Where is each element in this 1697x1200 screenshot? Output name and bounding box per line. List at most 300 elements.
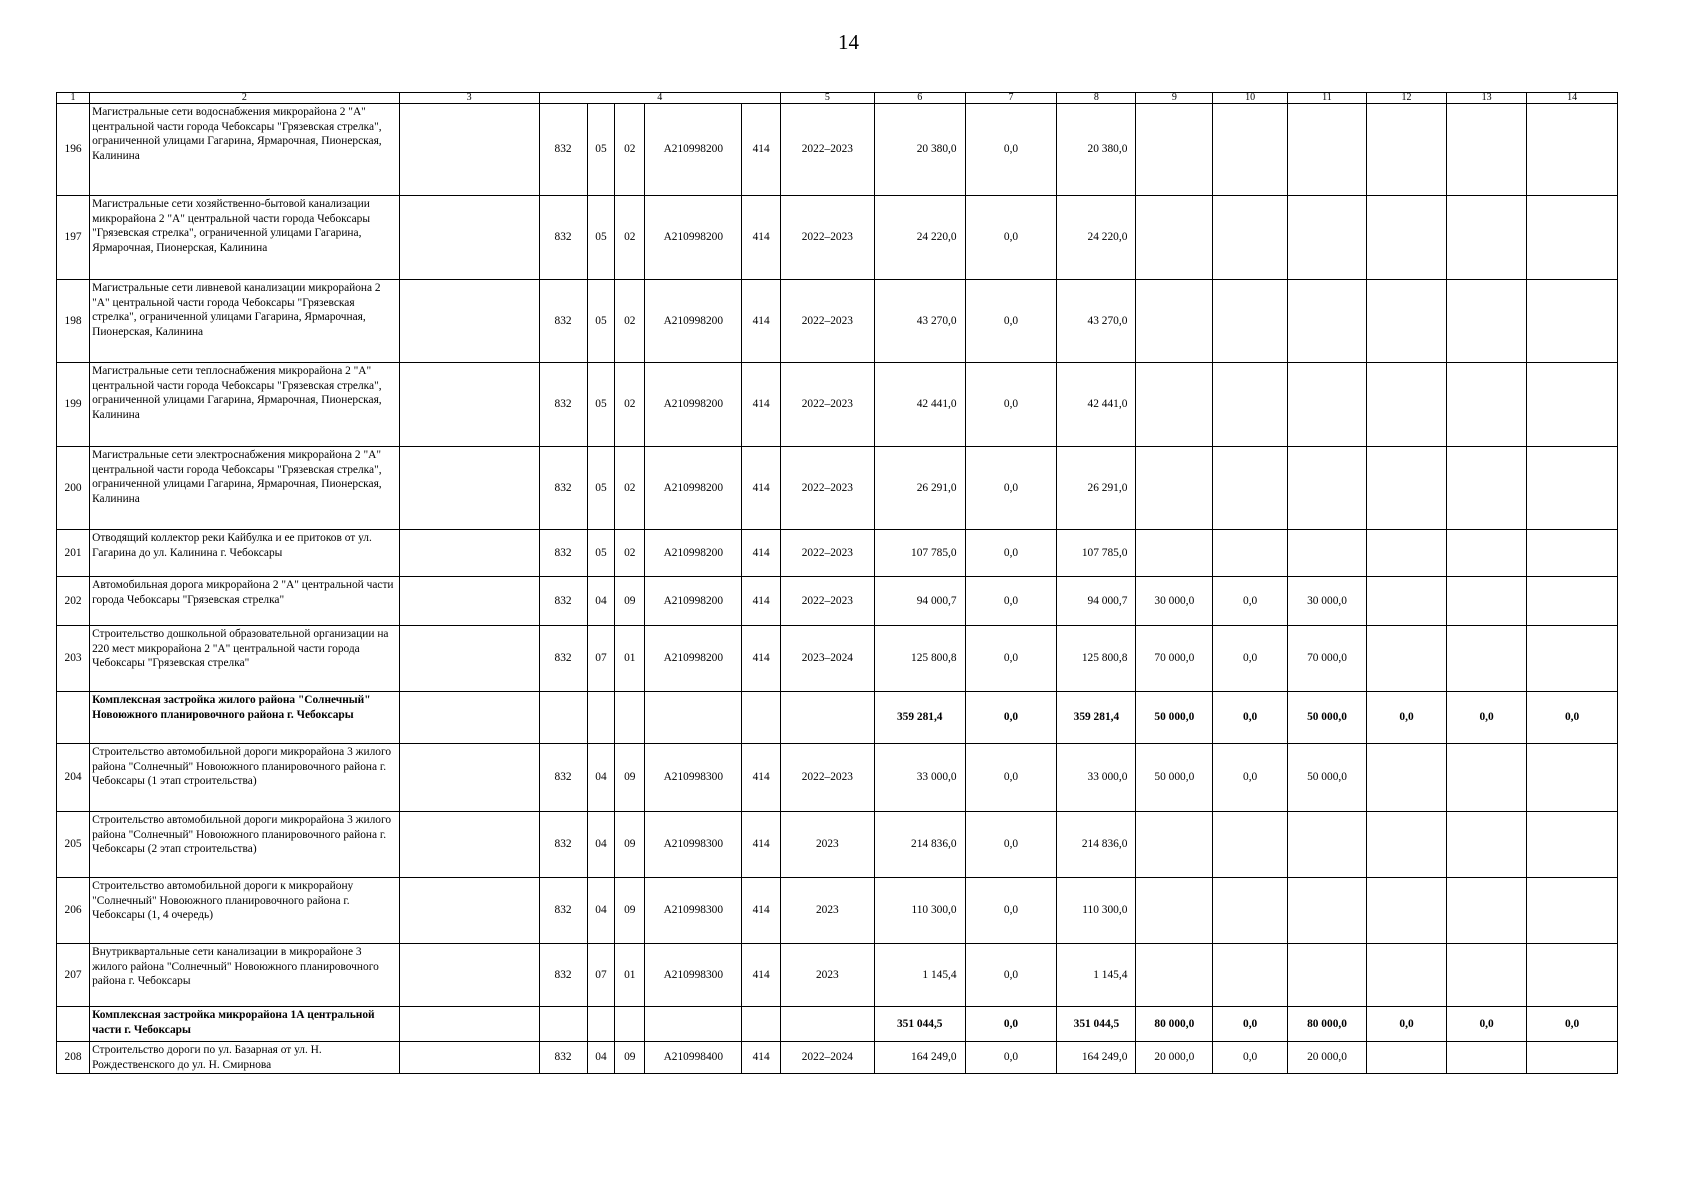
col14-amount: [1527, 812, 1618, 878]
table-row: [57, 744, 1618, 812]
col7-amount: 0,0: [965, 196, 1057, 280]
col6-amount: 351 044,5: [874, 1007, 965, 1042]
col10-amount: [1213, 196, 1288, 280]
section-code: 04: [587, 744, 615, 812]
target-article-code: А210998200: [645, 530, 742, 577]
col12-amount: [1367, 577, 1447, 626]
grbs-code: 832: [539, 944, 587, 1007]
grbs-code: 832: [539, 878, 587, 944]
col3-cell: [399, 1007, 539, 1042]
col6-amount: 1 145,4: [874, 944, 965, 1007]
col11-amount: 50 000,0: [1288, 692, 1367, 744]
grbs-code: 832: [539, 530, 587, 577]
section-code: 05: [587, 363, 615, 447]
col13-amount: [1447, 626, 1527, 692]
col13-amount: [1447, 104, 1527, 196]
grbs-code: 832: [539, 744, 587, 812]
table-row: [57, 626, 1618, 692]
col7-amount: 0,0: [965, 104, 1057, 196]
col14-amount: [1527, 196, 1618, 280]
target-article-code: [645, 692, 742, 744]
row-number: 196: [57, 104, 90, 196]
row-number: 197: [57, 196, 90, 280]
col9-amount: 70 000,0: [1136, 626, 1213, 692]
subsection-code: 09: [615, 878, 645, 944]
grbs-code: 832: [539, 196, 587, 280]
col8-amount: 24 220,0: [1057, 196, 1136, 280]
subsection-code: 02: [615, 530, 645, 577]
row-name: Магистральные сети водоснабжения микрорайона 2 "А" центральной части города Чебоксары "Грязевская стрелка", ограниченной улицами Гагарина, Ярмарочная, Пионерская, Калинина: [90, 104, 400, 196]
col11-amount: 50 000,0: [1288, 744, 1367, 812]
implementation-period: 2022–2023: [780, 280, 874, 363]
row-name: Магистральные сети электроснабжения микрорайона 2 "А" центральной части города Чебоксары "Грязевская стрелка", ограниченной улицами Гагарина, Ярмарочная, Пионерская, Калинина: [90, 447, 400, 530]
implementation-period: 2022–2023: [780, 196, 874, 280]
col6-amount: 110 300,0: [874, 878, 965, 944]
col14-amount: [1527, 626, 1618, 692]
col-header-11: 11: [1288, 93, 1367, 104]
col13-amount: [1447, 878, 1527, 944]
subsection-code: 02: [615, 363, 645, 447]
group-row: [57, 1007, 1618, 1042]
table-row: [57, 944, 1618, 1007]
expense-type-code: 414: [742, 744, 781, 812]
col-header-5: 5: [780, 93, 874, 104]
col9-amount: 20 000,0: [1136, 1042, 1213, 1074]
row-name: Магистральные сети теплоснабжения микрорайона 2 "А" центральной части города Чебоксары "Грязевская стрелка", ограниченной улицами Гагарина, Ярмарочная, Пионерская, Калинина: [90, 363, 400, 447]
col13-amount: [1447, 577, 1527, 626]
col6-amount: 24 220,0: [874, 196, 965, 280]
col8-amount: 33 000,0: [1057, 744, 1136, 812]
col8-amount: 42 441,0: [1057, 363, 1136, 447]
section-code: [587, 1007, 615, 1042]
implementation-period: 2023: [780, 878, 874, 944]
col3-cell: [399, 944, 539, 1007]
col11-amount: [1288, 104, 1367, 196]
implementation-period: [780, 1007, 874, 1042]
row-name: Строительство автомобильной дороги микрорайона 3 жилого района "Солнечный" Новоюжного планировочного района г. Чебоксары (1 этап строительства): [90, 744, 400, 812]
row-number: 208: [57, 1042, 90, 1074]
expense-type-code: 414: [742, 104, 781, 196]
col-header-1: 1: [57, 93, 90, 104]
row-name: Комплексная застройка микрорайона 1А центральной части г. Чебоксары: [90, 1007, 400, 1042]
col8-amount: 164 249,0: [1057, 1042, 1136, 1074]
col-header-9: 9: [1136, 93, 1213, 104]
target-article-code: А210998200: [645, 280, 742, 363]
expense-type-code: 414: [742, 626, 781, 692]
table-row: [57, 104, 1618, 196]
page-number: 14: [838, 30, 859, 54]
row-name: Отводящий коллектор реки Кайбулка и ее притоков от ул. Гагарина до ул. Калинина г. Чебоксары: [90, 530, 400, 577]
expense-type-code: 414: [742, 812, 781, 878]
expense-type-code: 414: [742, 577, 781, 626]
col9-amount: [1136, 280, 1213, 363]
expense-type-code: 414: [742, 363, 781, 447]
col-header-3: 3: [399, 93, 539, 104]
row-number: [57, 1007, 90, 1042]
col12-amount: [1367, 626, 1447, 692]
col6-amount: 359 281,4: [874, 692, 965, 744]
col6-amount: 42 441,0: [874, 363, 965, 447]
row-number: 199: [57, 363, 90, 447]
target-article-code: А210998300: [645, 744, 742, 812]
table-row: [57, 878, 1618, 944]
implementation-period: 2023: [780, 812, 874, 878]
implementation-period: 2022–2023: [780, 577, 874, 626]
col14-amount: [1527, 363, 1618, 447]
grbs-code: 832: [539, 577, 587, 626]
col14-amount: 0,0: [1527, 692, 1618, 744]
col3-cell: [399, 692, 539, 744]
col7-amount: 0,0: [965, 577, 1057, 626]
subsection-code: 09: [615, 744, 645, 812]
col6-amount: 43 270,0: [874, 280, 965, 363]
target-article-code: А210998200: [645, 363, 742, 447]
col7-amount: 0,0: [965, 626, 1057, 692]
section-code: 05: [587, 530, 615, 577]
col10-amount: [1213, 363, 1288, 447]
col8-amount: 110 300,0: [1057, 878, 1136, 944]
row-number: 198: [57, 280, 90, 363]
row-name: Автомобильная дорога микрорайона 2 "А" центральной части города Чебоксары "Грязевская стрелка": [90, 577, 400, 626]
col11-amount: [1288, 812, 1367, 878]
col9-amount: [1136, 812, 1213, 878]
col8-amount: 43 270,0: [1057, 280, 1136, 363]
row-name: Комплексная застройка жилого района "Солнечный" Новоюжного планировочного района г. Чебоксары: [90, 692, 400, 744]
section-code: 04: [587, 812, 615, 878]
col11-amount: [1288, 878, 1367, 944]
col7-amount: 0,0: [965, 447, 1057, 530]
col-header-4: 4: [539, 93, 780, 104]
col13-amount: [1447, 1042, 1527, 1074]
implementation-period: 2023–2024: [780, 626, 874, 692]
section-code: 05: [587, 196, 615, 280]
col10-amount: [1213, 447, 1288, 530]
grbs-code: [539, 692, 587, 744]
table-row: [57, 196, 1618, 280]
col8-amount: 1 145,4: [1057, 944, 1136, 1007]
subsection-code: 02: [615, 196, 645, 280]
subsection-code: 09: [615, 812, 645, 878]
implementation-period: 2022–2023: [780, 104, 874, 196]
col6-amount: 94 000,7: [874, 577, 965, 626]
grbs-code: 832: [539, 812, 587, 878]
col-header-13: 13: [1447, 93, 1527, 104]
col9-amount: [1136, 530, 1213, 577]
col10-amount: [1213, 944, 1288, 1007]
col14-amount: [1527, 1042, 1618, 1074]
col3-cell: [399, 577, 539, 626]
table-body: [57, 93, 1618, 1074]
expense-type-code: 414: [742, 280, 781, 363]
col9-amount: [1136, 447, 1213, 530]
expense-type-code: [742, 1007, 781, 1042]
col10-amount: [1213, 812, 1288, 878]
col13-amount: [1447, 530, 1527, 577]
col11-amount: [1288, 447, 1367, 530]
table-row: [57, 1042, 1618, 1074]
row-number: 200: [57, 447, 90, 530]
col7-amount: 0,0: [965, 280, 1057, 363]
col9-amount: [1136, 196, 1213, 280]
col10-amount: [1213, 280, 1288, 363]
grbs-code: 832: [539, 280, 587, 363]
expense-type-code: 414: [742, 944, 781, 1007]
col6-amount: 26 291,0: [874, 447, 965, 530]
col12-amount: 0,0: [1367, 1007, 1447, 1042]
target-article-code: [645, 1007, 742, 1042]
section-code: 05: [587, 280, 615, 363]
row-name: Строительство дошкольной образовательной организации на 220 мест микрорайона 2 "А" центральной части города Чебоксары "Грязевская стрелка": [90, 626, 400, 692]
col11-amount: [1288, 196, 1367, 280]
row-number: 206: [57, 878, 90, 944]
col8-amount: 26 291,0: [1057, 447, 1136, 530]
table-row: [57, 812, 1618, 878]
expense-type-code: [742, 692, 781, 744]
subsection-code: [615, 692, 645, 744]
col11-amount: 70 000,0: [1288, 626, 1367, 692]
group-row: [57, 692, 1618, 744]
col10-amount: [1213, 878, 1288, 944]
col12-amount: [1367, 447, 1447, 530]
table-row: [57, 363, 1618, 447]
section-code: 04: [587, 878, 615, 944]
subsection-code: 01: [615, 626, 645, 692]
target-article-code: А210998200: [645, 196, 742, 280]
row-number: 203: [57, 626, 90, 692]
col11-amount: 30 000,0: [1288, 577, 1367, 626]
table-row: [57, 577, 1618, 626]
col12-amount: [1367, 196, 1447, 280]
col8-amount: 359 281,4: [1057, 692, 1136, 744]
col-header-6: 6: [874, 93, 965, 104]
col7-amount: 0,0: [965, 878, 1057, 944]
col11-amount: [1288, 363, 1367, 447]
subsection-code: 02: [615, 447, 645, 530]
col10-amount: 0,0: [1213, 626, 1288, 692]
implementation-period: 2022–2023: [780, 363, 874, 447]
col9-amount: 30 000,0: [1136, 577, 1213, 626]
col8-amount: 351 044,5: [1057, 1007, 1136, 1042]
grbs-code: 832: [539, 447, 587, 530]
col6-amount: 214 836,0: [874, 812, 965, 878]
col12-amount: [1367, 812, 1447, 878]
row-number: 204: [57, 744, 90, 812]
col6-amount: 125 800,8: [874, 626, 965, 692]
col3-cell: [399, 196, 539, 280]
row-name: Строительство дороги по ул. Базарная от ул. Н. Рождественского до ул. Н. Смирнова: [90, 1042, 400, 1074]
col14-amount: [1527, 944, 1618, 1007]
col3-cell: [399, 812, 539, 878]
grbs-code: 832: [539, 626, 587, 692]
col7-amount: 0,0: [965, 744, 1057, 812]
expense-type-code: 414: [742, 196, 781, 280]
col6-amount: 164 249,0: [874, 1042, 965, 1074]
target-article-code: А210998300: [645, 812, 742, 878]
target-article-code: А210998400: [645, 1042, 742, 1074]
section-code: 04: [587, 1042, 615, 1074]
col11-amount: [1288, 530, 1367, 577]
col9-amount: [1136, 104, 1213, 196]
col3-cell: [399, 104, 539, 196]
grbs-code: [539, 1007, 587, 1042]
col7-amount: 0,0: [965, 530, 1057, 577]
subsection-code: 09: [615, 1042, 645, 1074]
col8-amount: 125 800,8: [1057, 626, 1136, 692]
section-code: 07: [587, 626, 615, 692]
col10-amount: 0,0: [1213, 692, 1288, 744]
row-name: Строительство автомобильной дороги микрорайона 3 жилого района "Солнечный" Новоюжного планировочного района г. Чебоксары (2 этап строительства): [90, 812, 400, 878]
col13-amount: [1447, 280, 1527, 363]
col14-amount: 0,0: [1527, 1007, 1618, 1042]
col7-amount: 0,0: [965, 812, 1057, 878]
col10-amount: 0,0: [1213, 744, 1288, 812]
subsection-code: 02: [615, 104, 645, 196]
col9-amount: 50 000,0: [1136, 744, 1213, 812]
implementation-period: 2022–2023: [780, 744, 874, 812]
target-article-code: А210998200: [645, 626, 742, 692]
col7-amount: 0,0: [965, 1007, 1057, 1042]
row-name: Строительство автомобильной дороги к микрорайону "Солнечный" Новоюжного планировочного района г. Чебоксары (1, 4 очередь): [90, 878, 400, 944]
subsection-code: 01: [615, 944, 645, 1007]
col6-amount: 20 380,0: [874, 104, 965, 196]
col13-amount: [1447, 944, 1527, 1007]
col13-amount: [1447, 812, 1527, 878]
col3-cell: [399, 280, 539, 363]
col10-amount: [1213, 530, 1288, 577]
col11-amount: 20 000,0: [1288, 1042, 1367, 1074]
expense-type-code: 414: [742, 878, 781, 944]
col-header-14: 14: [1527, 93, 1618, 104]
expense-type-code: 414: [742, 447, 781, 530]
table-row: [57, 447, 1618, 530]
col12-amount: [1367, 744, 1447, 812]
col9-amount: 50 000,0: [1136, 692, 1213, 744]
col10-amount: 0,0: [1213, 577, 1288, 626]
implementation-period: 2023: [780, 944, 874, 1007]
col10-amount: 0,0: [1213, 1007, 1288, 1042]
section-code: [587, 692, 615, 744]
implementation-period: 2022–2024: [780, 1042, 874, 1074]
col13-amount: [1447, 196, 1527, 280]
implementation-period: 2022–2023: [780, 530, 874, 577]
col14-amount: [1527, 447, 1618, 530]
section-code: 07: [587, 944, 615, 1007]
col3-cell: [399, 447, 539, 530]
col10-amount: 0,0: [1213, 1042, 1288, 1074]
col12-amount: 0,0: [1367, 692, 1447, 744]
expense-type-code: 414: [742, 530, 781, 577]
column-number-row: [57, 93, 1618, 104]
table-row: [57, 280, 1618, 363]
grbs-code: 832: [539, 363, 587, 447]
col12-amount: [1367, 944, 1447, 1007]
grbs-code: 832: [539, 104, 587, 196]
col13-amount: 0,0: [1447, 1007, 1527, 1042]
col9-amount: 80 000,0: [1136, 1007, 1213, 1042]
row-number: 207: [57, 944, 90, 1007]
implementation-period: 2022–2023: [780, 447, 874, 530]
col7-amount: 0,0: [965, 1042, 1057, 1074]
row-name: Внутриквартальные сети канализации в микрорайоне 3 жилого района "Солнечный" Новоюжного планировочного района г. Чебоксары: [90, 944, 400, 1007]
col7-amount: 0,0: [965, 944, 1057, 1007]
row-number: 205: [57, 812, 90, 878]
col14-amount: [1527, 878, 1618, 944]
row-number: 202: [57, 577, 90, 626]
table-row: [57, 530, 1618, 577]
col8-amount: 94 000,7: [1057, 577, 1136, 626]
col-header-2: 2: [90, 93, 400, 104]
col14-amount: [1527, 577, 1618, 626]
grbs-code: 832: [539, 1042, 587, 1074]
col13-amount: 0,0: [1447, 692, 1527, 744]
col11-amount: [1288, 944, 1367, 1007]
col9-amount: [1136, 878, 1213, 944]
subsection-code: [615, 1007, 645, 1042]
col-header-8: 8: [1057, 93, 1136, 104]
col12-amount: [1367, 104, 1447, 196]
section-code: 05: [587, 104, 615, 196]
col13-amount: [1447, 447, 1527, 530]
col8-amount: 214 836,0: [1057, 812, 1136, 878]
col3-cell: [399, 1042, 539, 1074]
col13-amount: [1447, 744, 1527, 812]
col8-amount: 107 785,0: [1057, 530, 1136, 577]
col11-amount: [1288, 280, 1367, 363]
target-article-code: А210998300: [645, 944, 742, 1007]
row-number: 201: [57, 530, 90, 577]
target-article-code: А210998300: [645, 878, 742, 944]
target-article-code: А210998200: [645, 104, 742, 196]
col12-amount: [1367, 530, 1447, 577]
col9-amount: [1136, 944, 1213, 1007]
col12-amount: [1367, 1042, 1447, 1074]
col8-amount: 20 380,0: [1057, 104, 1136, 196]
col12-amount: [1367, 280, 1447, 363]
target-article-code: А210998200: [645, 577, 742, 626]
target-article-code: А210998200: [645, 447, 742, 530]
col14-amount: [1527, 530, 1618, 577]
row-name: Магистральные сети ливневой канализации микрорайона 2 "А" центральной части города Чебоксары "Грязевская стрелка", ограниченной улицами Гагарина, Ярмарочная, Пионерская, Калинина: [90, 280, 400, 363]
col3-cell: [399, 878, 539, 944]
section-code: 05: [587, 447, 615, 530]
col3-cell: [399, 744, 539, 812]
implementation-period: [780, 692, 874, 744]
col3-cell: [399, 363, 539, 447]
col11-amount: 80 000,0: [1288, 1007, 1367, 1042]
subsection-code: 09: [615, 577, 645, 626]
col7-amount: 0,0: [965, 363, 1057, 447]
col10-amount: [1213, 104, 1288, 196]
col12-amount: [1367, 363, 1447, 447]
col12-amount: [1367, 878, 1447, 944]
col14-amount: [1527, 104, 1618, 196]
col13-amount: [1447, 363, 1527, 447]
budget-table: [56, 92, 1618, 1074]
col3-cell: [399, 530, 539, 577]
col-header-10: 10: [1213, 93, 1288, 104]
col9-amount: [1136, 363, 1213, 447]
col-header-12: 12: [1367, 93, 1447, 104]
row-number: [57, 692, 90, 744]
col3-cell: [399, 626, 539, 692]
section-code: 04: [587, 577, 615, 626]
col-header-7: 7: [965, 93, 1057, 104]
row-name: Магистральные сети хозяйственно-бытовой канализации микрорайона 2 "А" центральной части города Чебоксары "Грязевская стрелка", ограниченной улицами Гагарина, Ярмарочная, Пионерская, Калинина: [90, 196, 400, 280]
col7-amount: 0,0: [965, 692, 1057, 744]
col14-amount: [1527, 280, 1618, 363]
col6-amount: 33 000,0: [874, 744, 965, 812]
subsection-code: 02: [615, 280, 645, 363]
